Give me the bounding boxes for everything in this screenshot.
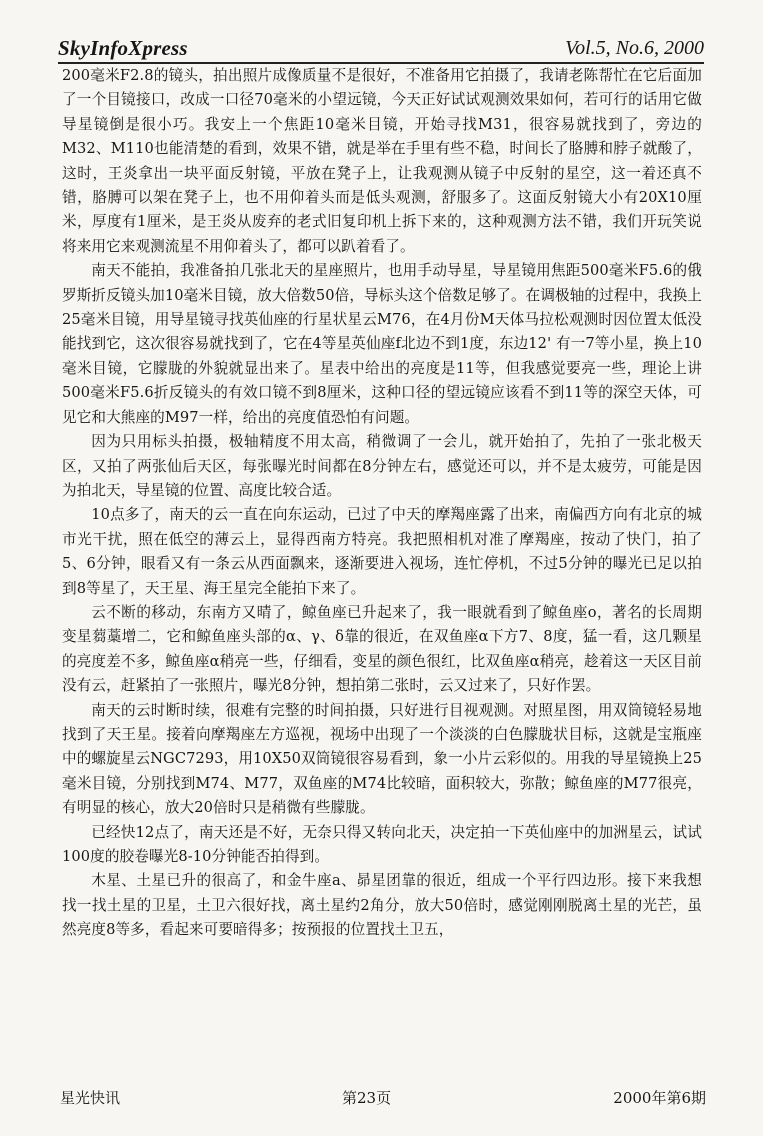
paragraph-7: 已经快12点了，南天还是不好，无奈只得又转向北天，决定拍一下英仙座中的加洲星云，试试100度的胶卷曝光8-10分钟能否拍得到。 [62,823,702,865]
paragraph-5: 云不断的移动，东南方又晴了，鲸鱼座已升起来了，我一眼就看到了鲸鱼座ο，著名的长周期变星蒭藁增二，它和鲸鱼座头部的α、γ、δ靠的很近，在双鱼座α下方7、8度，猛一看，这几颗星的亮度差不多，鲸鱼座α稍亮一些，仔细看，变星的颜色很红，比双鱼座α稍亮，趁着这一天区目前没有云，赶紧拍了一张照片，曝光8分钟，想拍第二张时，云又过来了，只好作罢。 [62,603,702,695]
page-header [58,36,704,64]
paragraph-3: 因为只用标头拍摄，极轴精度不用太高，稍微调了一会儿，就开始拍了，先拍了一张北极天区，又拍了两张仙后天区，每张曝光时间都在8分钟左右，感觉还可以，并不是太疲劳，可能是因为拍北天，导星镜的位置、高度比较合适。 [62,433,702,499]
issue-number: 2000年第6期 [613,1089,706,1107]
paragraph-2: 南天不能拍，我准备拍几张北天的星座照片，也用手动导星，导星镜用焦距500毫米F5.6的俄罗斯折反镜头加10毫米目镜，放大倍数50倍，导标头这个倍数足够了。在调极轴的过程中，我换上25毫米目镜，用导星镜寻找英仙座的行星状星云M76，在4月份M天体马拉松观测时因位置太低没能找到它，这次很容易就找到了，它在4等星英仙座f北边不到1度，东边12' 有一7等小星，换上10毫米目镜，它朦胧的外貌就显出来了。星表中给出的亮度是11等，但我感觉要亮一些，理论上讲500毫米F5.6折反镜头的有效口镜不到8厘米，这种口径的望远镜应该看不到11等的深空天体，可见它和大熊座的M97一样，给出的亮度值恐怕有问题。 [62,262,702,426]
issue-info: Vol.5, No.6, 2000 [565,37,704,59]
page-footer [60,1087,706,1111]
publication-name: 星光快讯 [60,1089,121,1107]
page-number: 第23页 [342,1089,392,1107]
journal-name: SkyInfoXpress [58,36,188,60]
paragraph-6: 南天的云时断时续，很难有完整的时间拍摄，只好进行目视观测。对照星图，用双筒镜轻易地找到了天王星。接着向摩羯座左方巡视，视场中出现了一个淡淡的白色朦胧状目标，这就是宝瓶座中的螺旋星云NGC7293，用10X50双筒镜很容易看到，象一小片云彩似的。用我的导星镜换上25毫米目镜，分别找到M74、M77，双鱼座的M74比较暗，面积较大，弥散；鲸鱼座的M77很亮，有明显的核心，放大20倍时只是稍微有些朦胧。 [62,701,702,817]
article-body [62,64,702,943]
paragraph-4: 10点多了，南天的云一直在向东运动，已过了中天的摩羯座露了出来，南偏西方向有北京的城市光干扰，照在低空的薄云上，显得西南方特亮。我把照相机对准了摩羯座，按动了快门，拍了5、6分钟，眼看又有一条云从西面飘来，逐渐要进入视场，连忙停机，不过5分钟的曝光已足以拍到8等星了，天王星、海王星完全能拍下来了。 [62,506,702,597]
paragraph-1: 200毫米F2.8的镜头，拍出照片成像质量不是很好，不准备用它拍摄了，我请老陈帮忙在它后面加了一个目镜接口，改成一口径70毫米的小望远镜，今天正好试试观测效果如何，若可行的话用它做导星镜倒是很小巧。我安上一个焦距10毫米目镜，开始寻找M31，很容易就找到了，旁边的M32、M110也能清楚的看到，效果不错，就是举在手里有些不稳，时间长了胳膊和脖子就酸了，这时，王炎拿出一块平面反射镜，平放在凳子上，让我观测从镜子中反射的星空，这一着还真不错，胳膊可以架在凳子上，也不用仰着头而是低头观测，舒服多了。这面反射镜大小有20X10厘米，厚度有1厘米，是王炎从废弃的老式旧复印机上拆下来的，这种观测方法不错，我们开玩笑说将来用它来观测流星不用仰着头了，都可以趴着看了。 [62,67,702,255]
paragraph-8: 木星、土星已升的很高了，和金牛座a、昴星团靠的很近，组成一个平行四边形。接下来我想找一找土星的卫星，土卫六很好找，离土星约2角分，放大50倍时，感觉刚刚脱离土星的光芒，虽然亮度8等多，看起来可要暗得多；按预报的位置找土卫五， [62,872,702,939]
